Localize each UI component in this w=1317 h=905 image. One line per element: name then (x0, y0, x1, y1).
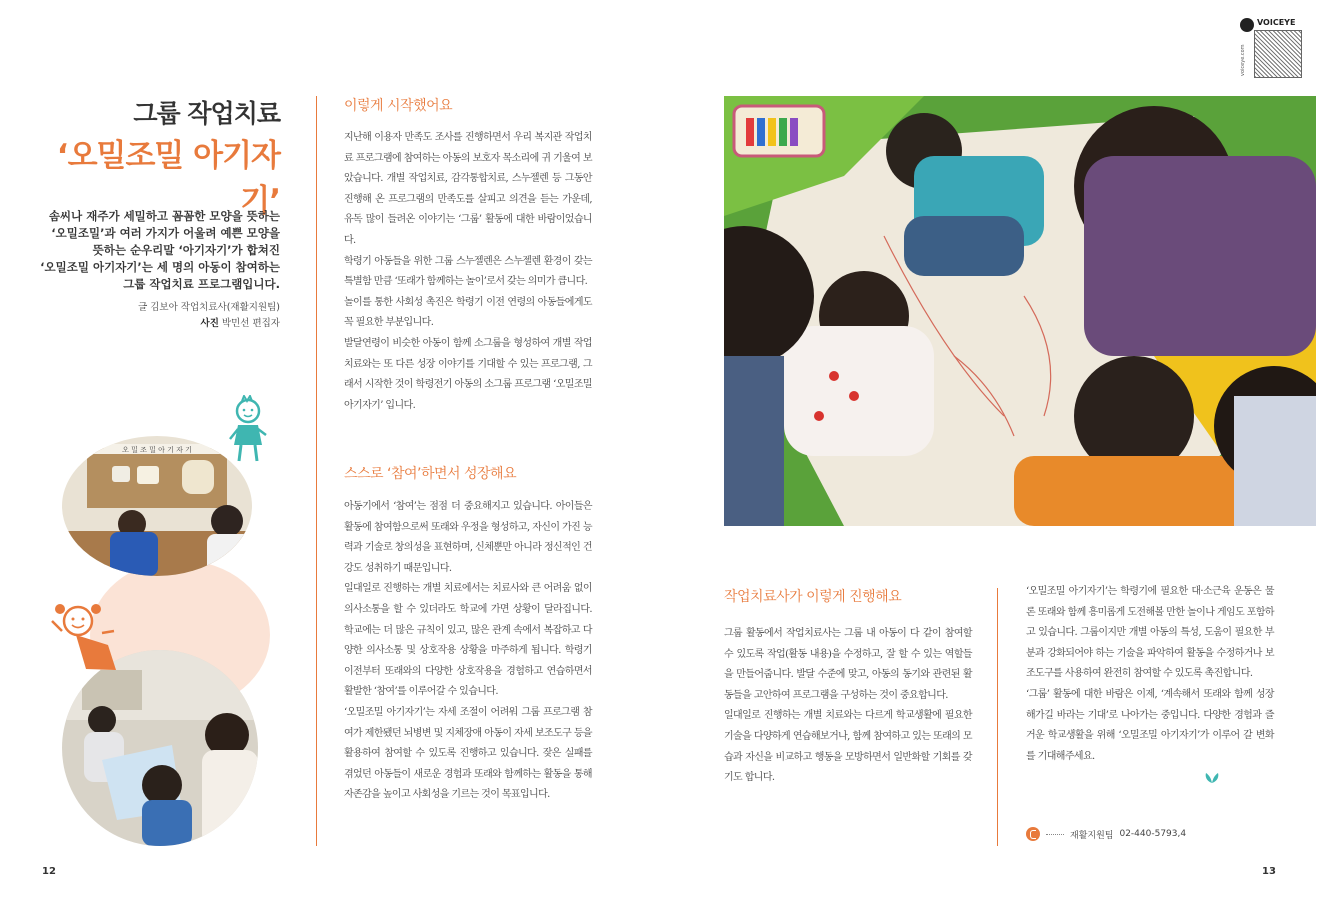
contact-phone: 02-440-5793,4 (1119, 829, 1187, 839)
paragraph: 학령기 아동들을 위한 그룹 스누젤렌은 스누젤렌 환경이 갖는 특별함 만큼 ‘또래가 함께하는 놀이’로서 갖는 의미가 큽니다. (344, 255, 592, 288)
voiceye-qr-pattern (1254, 30, 1302, 78)
circle-photo-bottom (62, 650, 258, 846)
column-rule-right (997, 588, 998, 846)
voiceye-url: voiceye.com (1240, 44, 1246, 76)
paragraph: ‘오밀조밀 아기자기’는 자세 조절이 어려워 그룹 프로그램 참여가 제한됐던 뇌병변 및 지체장애 아동이 자세 보조도구 등을 활용하여 참여할 수 있도록 진행하고 있습니다. 잦은 실패를 겪었던 아동들이 새로운 경험과 또래와 함께하는 활동을 통해 자존감을 높이고 사회성을 기르는 것이 목표입니다. (344, 706, 592, 801)
paragraph: 일대일로 진행하는 개별 치료와는 다르게 학교생활에 필요한 기술을 다양하게 연습해보거나, 함께 참여하고 있는 또래의 모습과 자신을 비교하고 행동을 모방하면서 일반화할 기회를 갖기도 합니다. (724, 710, 972, 784)
intro-line: ‘오밀조밀’과 여러 가지가 어울려 예쁜 모양을 (51, 226, 280, 240)
section-body-therapist (724, 624, 972, 789)
circle-photo-top (62, 436, 252, 576)
main-photo (724, 96, 1316, 526)
page-title-line1: 그룹 작업치료 (133, 99, 280, 128)
crayons-illustration (746, 118, 798, 146)
credit-writer: 글 김보아 작업치료사(재활지원팀) (138, 302, 280, 313)
page-title-line2: ‘오밀조밀 아기자기’ (56, 138, 280, 219)
leaf-end-icon (1204, 772, 1220, 784)
paragraph: 지난해 이용자 만족도 조사를 진행하면서 우리 복지관 작업치료 프로그램에 참여하는 아동의 보호자 목소리에 귀 기울여 보았습니다. 개별 작업치료, 감각통합치료, 스누젤렌 등 그동안 진행해 온 프로그램의 만족도를 살피고 의견을 듣는 가운데, 유독 많이 들려온 이야기는 ‘그룹’ 활동에 대한 바람이었습니다. (344, 132, 592, 246)
phone-icon (1026, 827, 1040, 841)
page-number-left: 12 (42, 866, 56, 877)
credit-photo-name: 박민선 편집자 (221, 318, 280, 329)
credit-photo (100, 316, 280, 332)
girl-doodle-icon (48, 595, 123, 675)
voiceye-logo-icon (1240, 18, 1254, 32)
paragraph: 아동기에서 ‘참여’는 점점 더 중요해지고 있습니다. 아이들은 활동에 참여함으로써 또래와 우정을 형성하고, 자신이 가진 능력과 기술로 창의성을 표현하며, 신체뿐만 아니라 정신적인 건강도 성취하기 때문입니다. (344, 501, 592, 574)
voiceye-code (1240, 18, 1302, 76)
credit-block (100, 300, 280, 332)
column-rule-left (316, 96, 317, 846)
paragraph: ‘그룹’ 활동에 대한 바람은 이제, ‘계속해서 또래와 함께 성장해가길 바라는 기대’로 나아가는 중입니다. 다양한 경험과 즐거운 학교생활을 위해 ‘오밀조밀 아기자기’가 이루어 갈 변화를 기대해주세요. (1026, 688, 1274, 762)
section-heading-therapist: 작업치료사가 이렇게 진행해요 (724, 589, 902, 605)
section-body-participate (344, 497, 592, 806)
classroom-photo-illustration (62, 436, 252, 576)
section-body-closing (1026, 582, 1274, 767)
children-drawing-photo-illustration (724, 96, 1316, 526)
paragraph: 발달연령이 비슷한 아동이 함께 소그룹을 형성하여 개별 작업치료와는 또 다른 성장 이야기를 기대할 수 있는 프로그램, 그래서 시작한 것이 학령전기 아동의 소그룹 프로그램 ‘오밀조밀 아기자기’ 입니다. (344, 337, 592, 411)
section-heading-participate: 스스로 ‘참여’하면서 성장해요 (344, 466, 517, 482)
section-heading-start: 이렇게 시작했어요 (344, 98, 453, 114)
intro-line: ‘오밀조밀 아기자기’는 세 명의 아동이 참여하는 (40, 260, 280, 274)
section-body-start (344, 128, 592, 416)
board-label: 오 밀 조 밀 아 기 자 기 (122, 446, 192, 454)
contact-label: 재활지원팀 (1070, 830, 1114, 841)
credit-photo-label: 사진 (200, 318, 219, 329)
page-number-right: 13 (1262, 866, 1276, 877)
paragraph: 그룹 활동에서 작업치료사는 그룹 내 아동이 다 같이 참여할 수 있도록 작업(활동 내용)을 수정하고, 잘 할 수 있는 역할들을 만들어줍니다. 발달 수준에 맞고, 아동의 동기와 관련된 활동들을 고안하여 프로그램을 구성하는 것이 중요합니다. (724, 628, 972, 701)
intro-line: 그룹 작업치료 프로그램입니다. (123, 277, 280, 291)
boy-doodle-icon (228, 395, 268, 465)
paragraph: 놀이를 통한 사회성 촉진은 학령기 이전 연령의 아동들에게도 꼭 필요한 부분입니다. (344, 296, 592, 329)
intro-line: 솜씨나 재주가 세밀하고 꼼꼼한 모양을 뜻하는 (48, 209, 280, 223)
children-photo-illustration (62, 650, 258, 846)
dotted-leader (1046, 834, 1064, 835)
paragraph: ‘오밀조밀 아기자기’는 학령기에 필요한 대·소근육 운동은 물론 또래와 함께 흥미롭게 도전해볼 만한 놀이나 게임도 포함하고 있습니다. 그룹이지만 개별 아동의 특성, 도움이 필요한 부분과 강화되어야 하는 기술을 파악하여 활동을 수정하거나 보조도구를 사용하여 완전히 참여할 수 있도록 촉진합니다. (1026, 586, 1274, 680)
contact-line (1026, 826, 1186, 842)
paragraph: 일대일로 진행하는 개별 치료에서는 치료사와 큰 어려움 없이 의사소통을 할 수 있더라도 학교에 가면 상황이 달라집니다. 학교에는 더 많은 규칙이 있고, 많은 관계 속에서 복잡하고 다양한 의사소통 및 상호작용 상황을 마주하게 됩니다. 학령기 이전부터 또래와의 다양한 상호작용을 경험하고 연습하면서 활발한 ‘참여’를 이루어갈 수 있습니다. (344, 583, 592, 698)
intro-text (40, 208, 280, 293)
voiceye-label: VOICEYE (1257, 18, 1296, 27)
intro-line: 뜻하는 순우리말 ‘아기자기’가 합쳐진 (92, 243, 280, 257)
